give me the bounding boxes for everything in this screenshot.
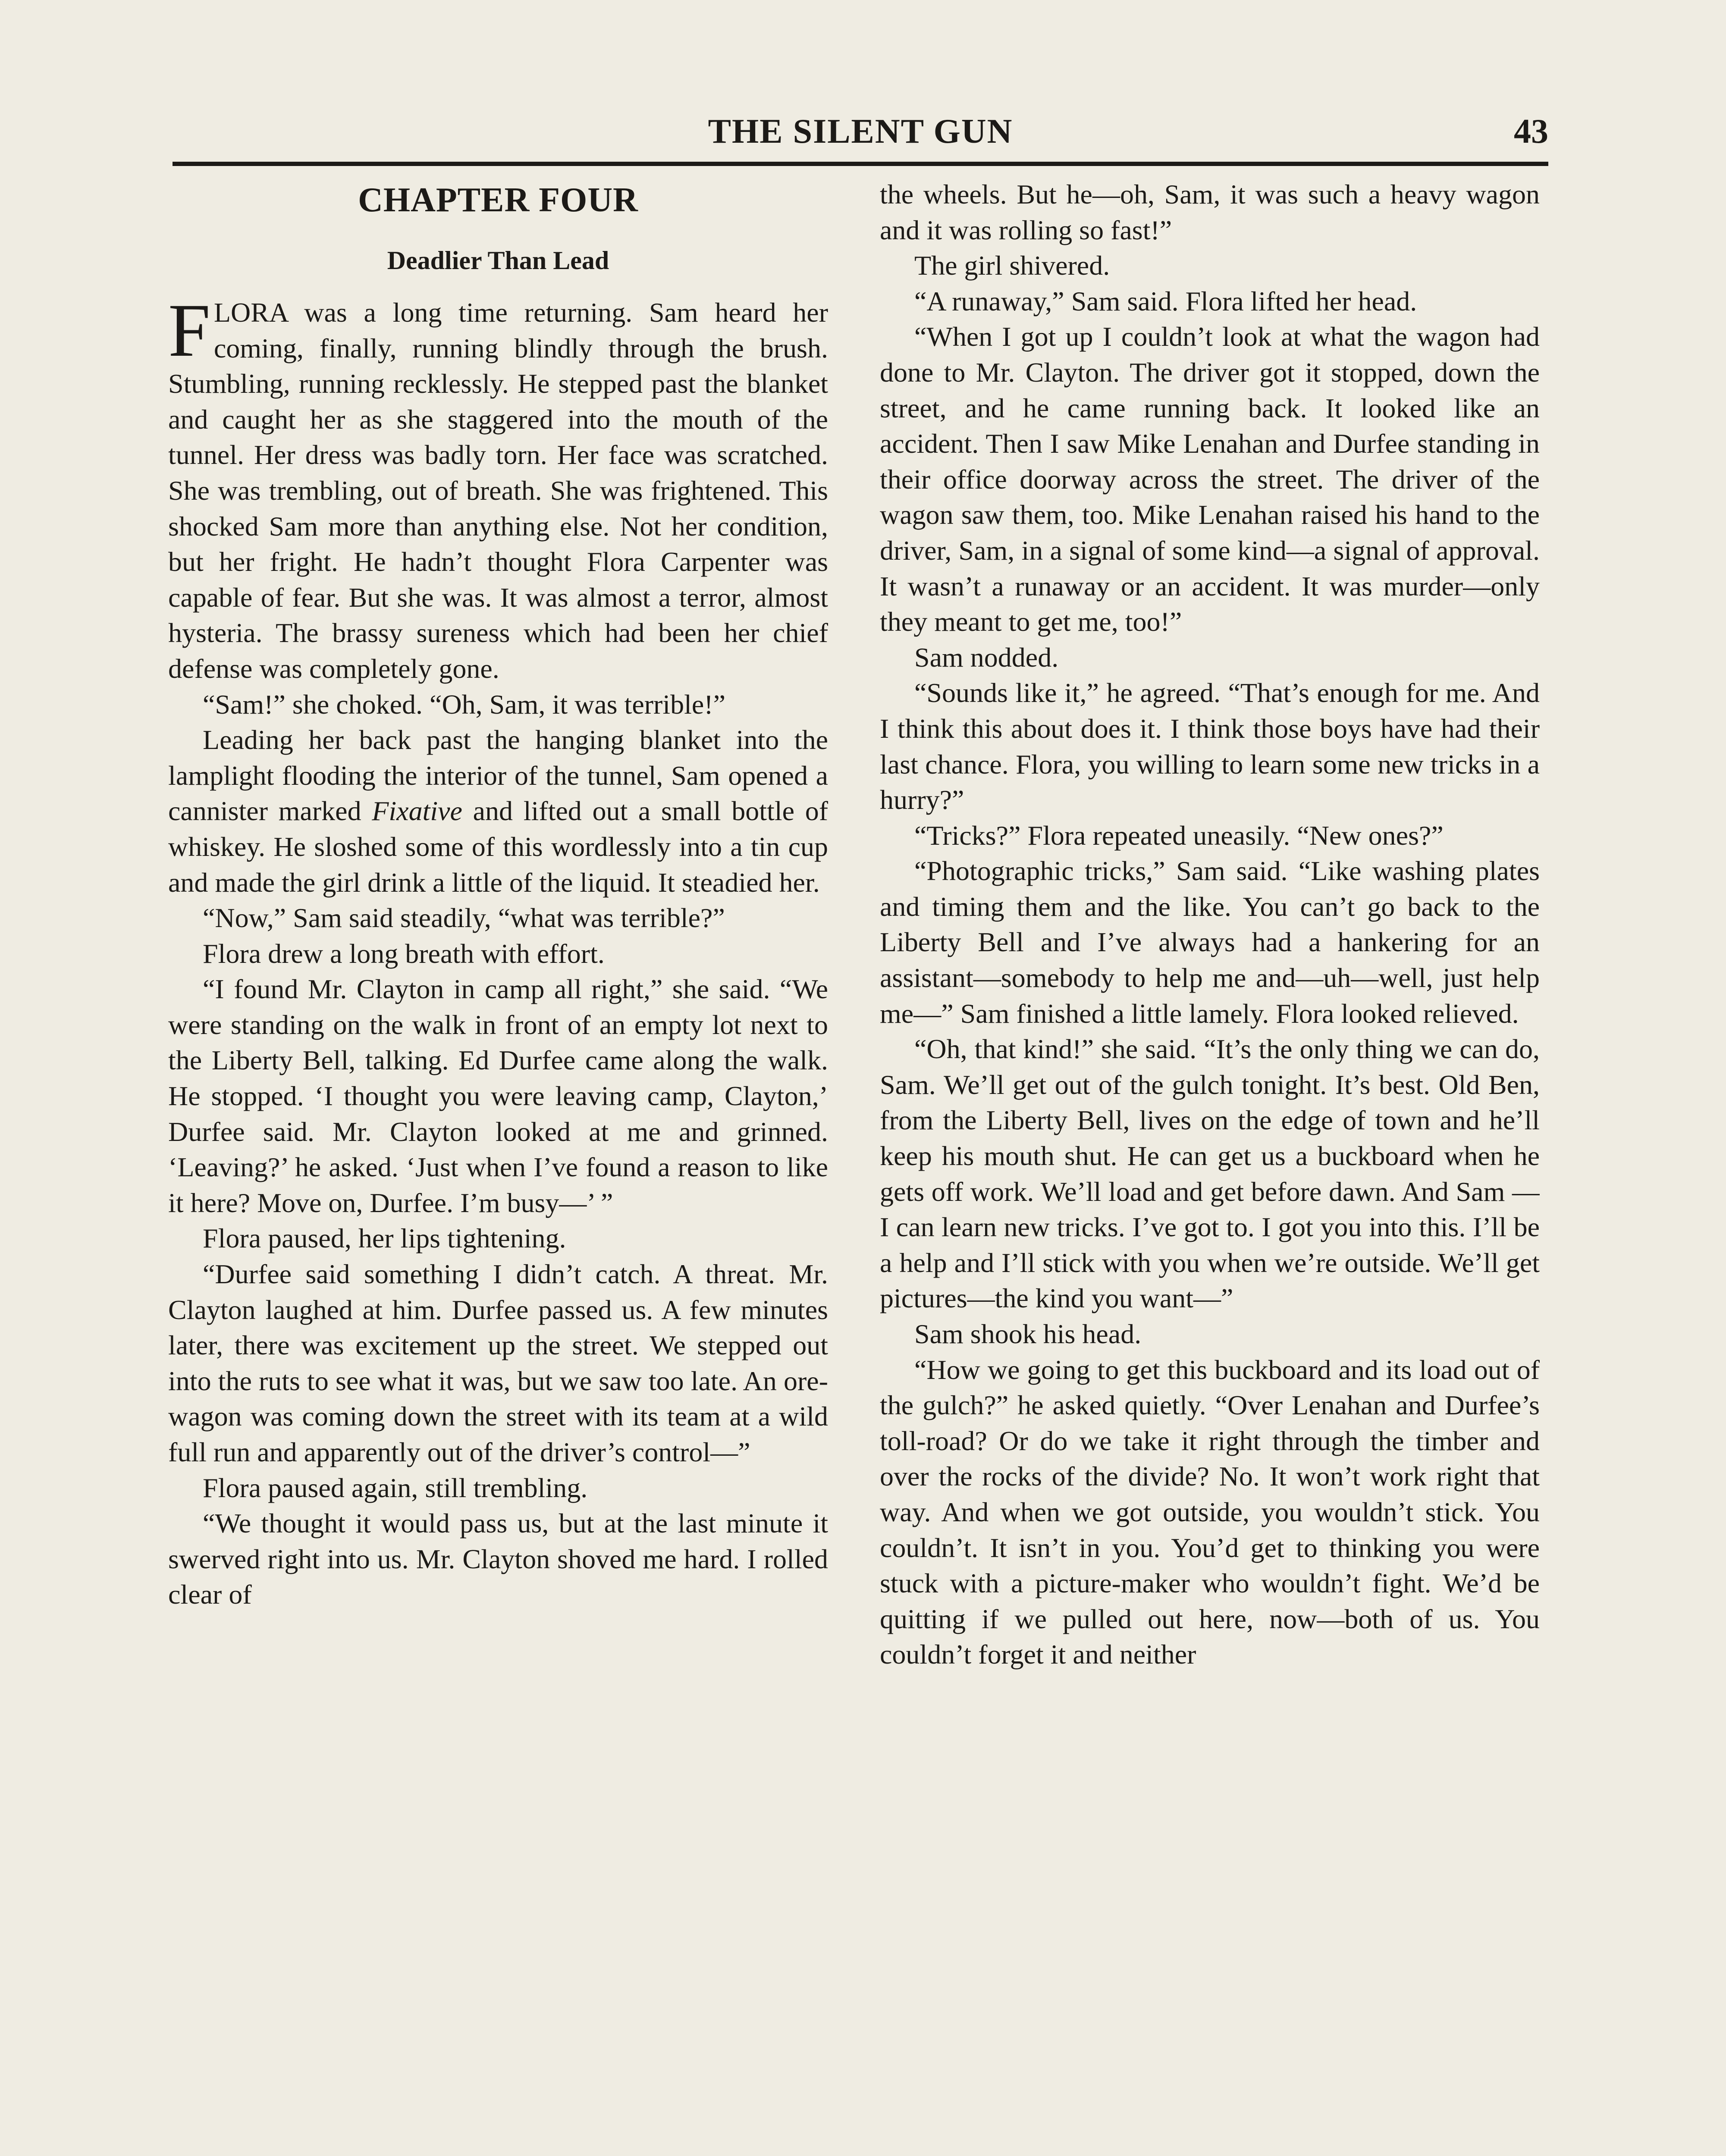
chapter-title: CHAPTER FOUR	[358, 181, 638, 219]
paragraph-text: Leading her back past the hanging blanket into the lamplight flooding the interior of the tunnel, Sam opened a cannister marked	[168, 724, 828, 827]
chapter-subtitle: Deadlier Than Lead	[387, 246, 609, 275]
paragraph: “How we going to get this buckboard and its load out of the gulch?” he asked quietly. “Over Lenahan and Durfee’s toll-road? Or do we take it right through the timber and over the rocks of the divide? No. It won’t work right that way. And when we got outside, you wouldn’t stick. You couldn’t. It isn’t in you. You’d get to thinking you were stuck with a picture-maker who wouldn’t fight. We’d be quitting if we pulled out here, now—both of us. You couldn’t forget it and neither	[880, 1354, 1540, 1670]
paragraph	[168, 288, 828, 687]
page-header	[173, 108, 1548, 164]
paragraph: “I found Mr. Clayton in camp all right,” she said. “We were standing on the walk in front of an empty lot next to the Liberty Bell, talking. Ed Durfee came along the walk. He stopped. ‘I thought you were leaving camp, Clayton,’ Durfee said. Mr. Clayton looked at me and grinned. ‘Leaving?’ he asked. ‘Just when I’ve found a reason to like it here? Move on, Durfee. I’m busy—’ ”	[168, 974, 828, 1218]
paragraph: Flora paused, her lips tightening.	[203, 1223, 566, 1254]
paragraph: “Sounds like it,” he agreed. “That’s enough for me. And I think this about does it. I think those boys have had their last chance. Flora, you willing to learn some new tricks in a hurry?”	[880, 677, 1540, 815]
paragraph: “Tricks?” Flora repeated uneasily. “New ones?”	[914, 820, 1444, 851]
paragraph-text: LORA was a long time returning. Sam heard her coming, finally, running blindly through the brush. Stumbling, running recklessly. He stepped past the blanket and caught her as she staggered into the mouth of the tunnel. Her dress was badly torn. Her face was scratched. She was trembling, out of breath. She was frightened. This shocked Sam more than anything else. Not her condition, but her fright. He hadn’t thought Flora Carpenter was capable of fear. But she was. It was almost a terror, almost hysteria. The brassy sureness which had been her chief defense was completely gone.	[168, 297, 828, 684]
right-column	[880, 177, 1540, 2156]
italic-label: Fixative	[372, 796, 462, 827]
paragraph: “Oh, that kind!” she said. “It’s the only thing we can do, Sam. We’ll get out of the gulch tonight. It’s best. Old Ben, from the Liberty Bell, lives on the edge of town and he’ll keep his mouth shut. He can get us a buckboard when he gets off work. We’ll load and get before dawn. And Sam —I can learn new tricks. I’ve got to. I got you into this. I’ll be a help and I’ll stick with you when we’re outside. We’ll get pictures—the kind you want—”	[880, 1034, 1540, 1314]
paragraph: the wheels. But he—oh, Sam, it was such a heavy wagon and it was rolling so fast!”	[880, 179, 1540, 245]
paragraph: “A runaway,” Sam said. Flora lifted her head.	[914, 285, 1417, 317]
paragraph: Sam nodded.	[914, 642, 1059, 673]
paragraph: The girl shivered.	[914, 250, 1110, 281]
paragraph-text: and lifted out a small bottle of whiskey. He sloshed some of this wordlessly into a tin cup and made the girl drink a little of the liquid. It steadied her.	[168, 796, 828, 898]
paragraph: “Sam!” she choked. “Oh, Sam, it was terrible!”	[203, 689, 726, 720]
drop-cap: F	[168, 288, 210, 373]
header-rule	[173, 162, 1548, 166]
paragraph: Flora paused again, still trembling.	[203, 1472, 588, 1503]
paragraph	[168, 722, 828, 900]
page-number: 43	[1514, 113, 1548, 150]
paragraph: “We thought it would pass us, but at the last minute it swerved right into us. Mr. Clayton shoved me hard. I rolled clear of	[168, 1508, 828, 1610]
paragraph: Sam shook his head.	[914, 1319, 1142, 1349]
paragraph: Flora drew a long breath with effort.	[203, 938, 605, 969]
paragraph: “When I got up I couldn’t look at what the wagon had done to Mr. Clayton. The driver got it stopped, down the street, and he came running back. It looked like an accident. Then I saw Mike Lenahan and Durfee standing in their office doorway across the street. The driver of the wagon saw them, too. Mike Lenahan raised his hand to the driver, Sam, in a signal of some kind—a signal of approval. It wasn’t a runaway or an accident. It was murder—only they meant to get me, too!”	[880, 321, 1540, 637]
paragraph: “Photographic tricks,” Sam said. “Like washing plates and timing them and the like. You can’t go back to the Liberty Bell and I’ve always had a hankering for an assistant—somebody to help me and—uh—well, just help me—” Sam finished a little lamely. Flora looked relieved.	[880, 856, 1540, 1029]
left-column	[168, 177, 828, 2156]
paragraph: “Durfee said something I didn’t catch. A threat. Mr. Clayton laughed at him. Durfee passed us. A few minutes later, there was excitement up the street. We stepped out into the ruts to see what it was, but we saw too late. An ore-wagon was coming down the street with its team at a wild full run and apparently out of the driver’s control—”	[168, 1259, 828, 1467]
paragraph: “Now,” Sam said steadily, “what was terrible?”	[203, 903, 725, 934]
running-title: THE SILENT GUN	[708, 113, 1013, 150]
